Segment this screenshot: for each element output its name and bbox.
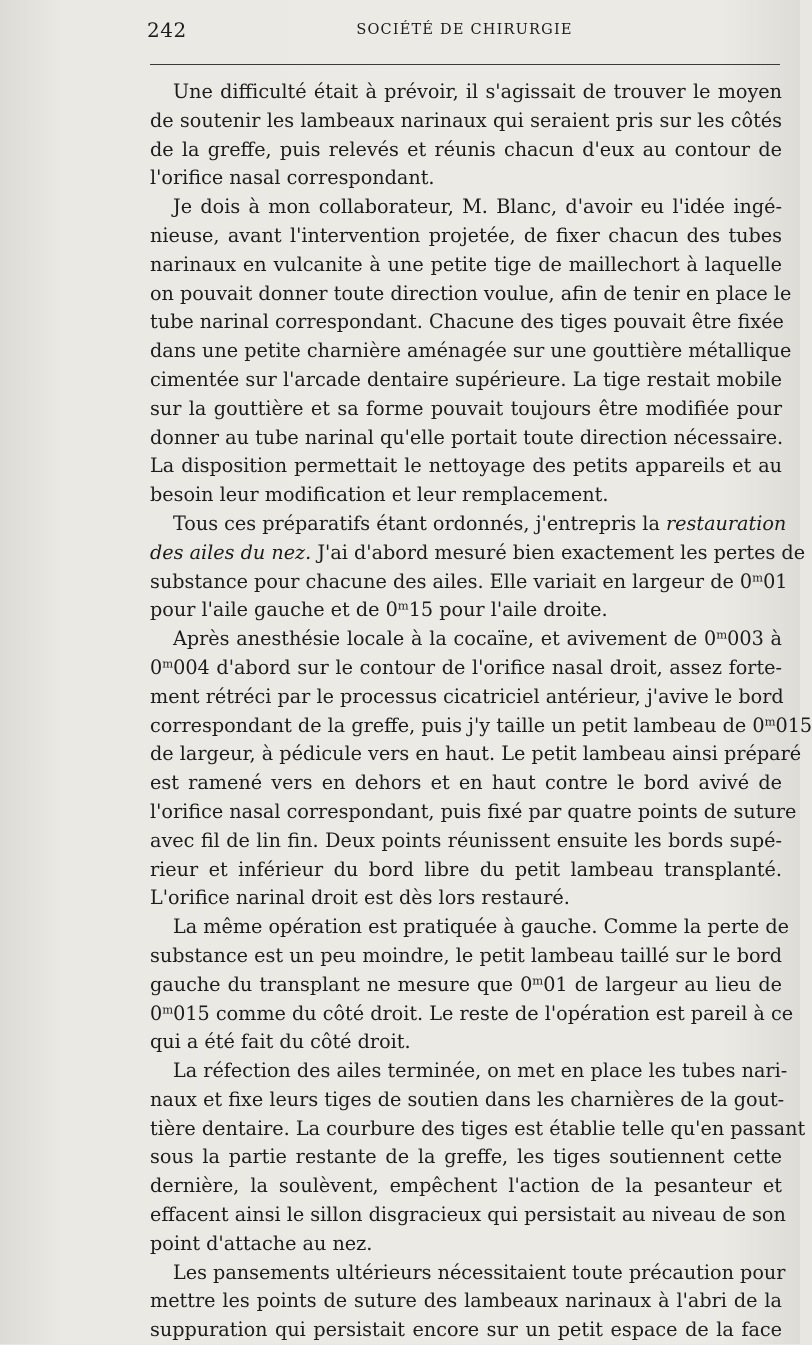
text-line-rest: 01 de largeur au lieu de [543, 972, 782, 996]
text-line [150, 1287, 782, 1316]
text-line-main: sur la gouttière et sa forme pouvait toujours être modifiée pour [150, 396, 782, 420]
text-line [150, 107, 782, 136]
unit-superscript: m [397, 599, 409, 614]
text-line [150, 1201, 786, 1230]
text-line-rest: J'ai d'abord mesuré bien exactement les pertes de [311, 540, 806, 564]
text-line [150, 1143, 782, 1172]
text-line [150, 740, 802, 769]
text-line-main: nieuse, avant l'intervention projetée, de fixer chacun des tubes [150, 223, 782, 247]
text-line [150, 510, 787, 539]
text-line-main: Une difficulté était à prévoir, il s'agissait de trouver le moyen [173, 80, 782, 103]
text-line [150, 654, 782, 683]
running-title: SOCIÉTÉ DE CHIRURGIE [356, 22, 573, 38]
text-line-main: Les pansements ultérieurs nécessitaient toute précaution pour [173, 1260, 786, 1284]
text-line [150, 1028, 782, 1057]
text-line [150, 683, 782, 712]
text-line-main: qui a été fait du côté droit. [150, 1030, 411, 1054]
text-line [150, 1115, 806, 1144]
unit-superscript: m [716, 627, 728, 642]
text-line [150, 856, 782, 885]
unit-superscript: m [162, 1002, 174, 1017]
text-line [150, 251, 782, 280]
text-line [150, 337, 792, 366]
text-line [150, 539, 806, 568]
text-line [150, 308, 782, 337]
text-line-main: Je dois à mon collaborateur, M. Blanc, d'avoir eu l'idée ingé- [173, 195, 782, 219]
text-line-main: effacent ainsi le sillon disgracieux qui persistait au niveau de son [150, 1203, 786, 1227]
text-line-main: de la greffe, puis relevés et réunis chacun d'eux au contour de [150, 137, 782, 161]
text-line [150, 222, 782, 251]
text-line-main: avec fil de lin fin. Deux points réunissent ensuite les bords supé- [150, 828, 782, 852]
text-line-rest: 004 d'abord sur le contour de l'orifice nasal droit, assez forte- [173, 655, 782, 679]
text-line-main: l'orifice nasal correspondant. [150, 166, 435, 190]
text-line [150, 913, 789, 942]
text-line-main: point d'attache au nez. [150, 1231, 373, 1255]
text-line [150, 136, 782, 165]
text-line-rest: 01 [763, 569, 788, 593]
text-line-main: suppuration qui persistait encore sur un petit espace de la face [150, 1318, 782, 1342]
text-line [150, 827, 782, 856]
text-line-main: Tous ces préparatifs étant ordonnés, j'entrepris la [173, 511, 666, 535]
text-line [150, 481, 782, 510]
text-line [150, 1259, 786, 1288]
body-text [150, 78, 812, 1345]
text-line [150, 769, 782, 798]
text-line-main: narinaux en vulcanite à une petite tige de maillechort à laquelle [150, 252, 782, 276]
text-line-main: substance est un peu moindre, le petit lambeau taillé sur le bord [150, 943, 782, 967]
text-line [150, 366, 782, 395]
text-line [150, 452, 782, 481]
text-line-main: rieur et inférieur du bord libre du petit lambeau transplanté. [150, 857, 782, 881]
text-line [150, 1086, 785, 1115]
unit-superscript: m [532, 973, 544, 988]
text-line-main: tière dentaire. La courbure des tiges est établie telle qu'en passant [150, 1116, 806, 1140]
text-line-main: Après anesthésie locale à la cocaïne, et avivement de 0 [173, 627, 717, 651]
text-line-main: de soutenir les lambeaux narinaux qui seraient pris sur les côtés [150, 108, 782, 132]
text-line-main: La réfection des ailes terminée, on met en place les tubes nari- [173, 1059, 788, 1083]
text-line-main: gauche du transplant ne mesure que 0 [150, 972, 533, 996]
text-line-main: substance pour chacune des ailes. Elle variait en largeur de 0 [150, 569, 753, 593]
text-line [150, 78, 782, 107]
text-line-rest: 15 pour l'aile droite. [408, 598, 608, 622]
text-line-main: L'orifice narinal droit est dès lors restauré. [150, 886, 570, 910]
text-line [150, 568, 788, 597]
text-line [150, 884, 782, 913]
text-line-main: naux et fixe leurs tiges de soutien dans les charnières de la gout- [150, 1087, 785, 1111]
text-line-main: dernière, la soulèvent, empêchent l'action de la pesanteur et [150, 1174, 782, 1198]
text-line [150, 1057, 788, 1086]
text-line-main: de largeur, à pédicule vers en haut. Le petit lambeau ainsi préparé [150, 742, 802, 766]
text-line [150, 424, 782, 453]
italic-phrase: des ailes du nez. [150, 540, 312, 564]
text-line [150, 164, 782, 193]
text-line-main: donner au tube narinal qu'elle portait toute direction nécessaire. [150, 425, 784, 449]
unit-superscript: m [764, 714, 776, 729]
text-line-main: cimentée sur l'arcade dentaire supérieure. La tige restait mobile [150, 367, 782, 391]
text-line [150, 596, 782, 625]
text-line-main: La disposition permettait le nettoyage des petits appareils et au [150, 454, 782, 478]
unit-superscript: m [162, 656, 174, 671]
running-head [147, 18, 782, 48]
text-line [150, 625, 782, 654]
text-line-main: 0 [150, 1001, 163, 1025]
text-line [150, 712, 812, 741]
text-line-main: correspondant de la greffe, puis j'y taille un petit lambeau de 0 [150, 713, 765, 737]
text-line-main: besoin leur modification et leur remplacement. [150, 483, 609, 507]
text-line-main: est ramené vers en dehors et en haut contre le bord avivé de [150, 771, 782, 795]
italic-phrase: restauration [665, 511, 787, 535]
text-line-main: on pouvait donner toute direction voulue, afin de tenir en place le [150, 281, 792, 305]
text-line [150, 1316, 782, 1345]
text-line [150, 942, 782, 971]
text-line-main: ment rétréci par le processus cicatriciel antérieur, j'avive le bord [150, 684, 784, 708]
text-line-rest: 003 à [727, 627, 782, 651]
text-line-main: tube narinal correspondant. Chacune des tiges pouvait être fixée [150, 310, 784, 334]
text-line [150, 1172, 782, 1201]
page-number: 242 [147, 18, 187, 42]
text-line [150, 280, 792, 309]
text-line [150, 798, 797, 827]
text-line-main: pour l'aile gauche et de 0 [150, 598, 398, 622]
text-line [150, 1000, 794, 1029]
text-line [150, 193, 782, 222]
text-line-main: La même opération est pratiquée à gauche. Comme la perte de [173, 915, 789, 939]
text-line-main: dans une petite charnière aménagée sur une gouttière métallique [150, 339, 792, 363]
text-line-rest: 015 [775, 713, 812, 737]
text-line-main: 0 [150, 655, 163, 679]
text-line [150, 971, 782, 1000]
text-line-main: sous la partie restante de la greffe, les tiges soutiennent cette [150, 1145, 782, 1169]
header-rule [150, 64, 780, 65]
text-line [150, 1230, 782, 1259]
unit-superscript: m [752, 570, 764, 585]
text-line-main: l'orifice nasal correspondant, puis fixé par quatre points de suture [150, 799, 797, 823]
text-line-main: mettre les points de suture des lambeaux narinaux à l'abri de la [150, 1289, 782, 1313]
text-line-rest: 015 comme du côté droit. Le reste de l'opération est pareil à ce [173, 1001, 794, 1025]
text-line [150, 395, 782, 424]
